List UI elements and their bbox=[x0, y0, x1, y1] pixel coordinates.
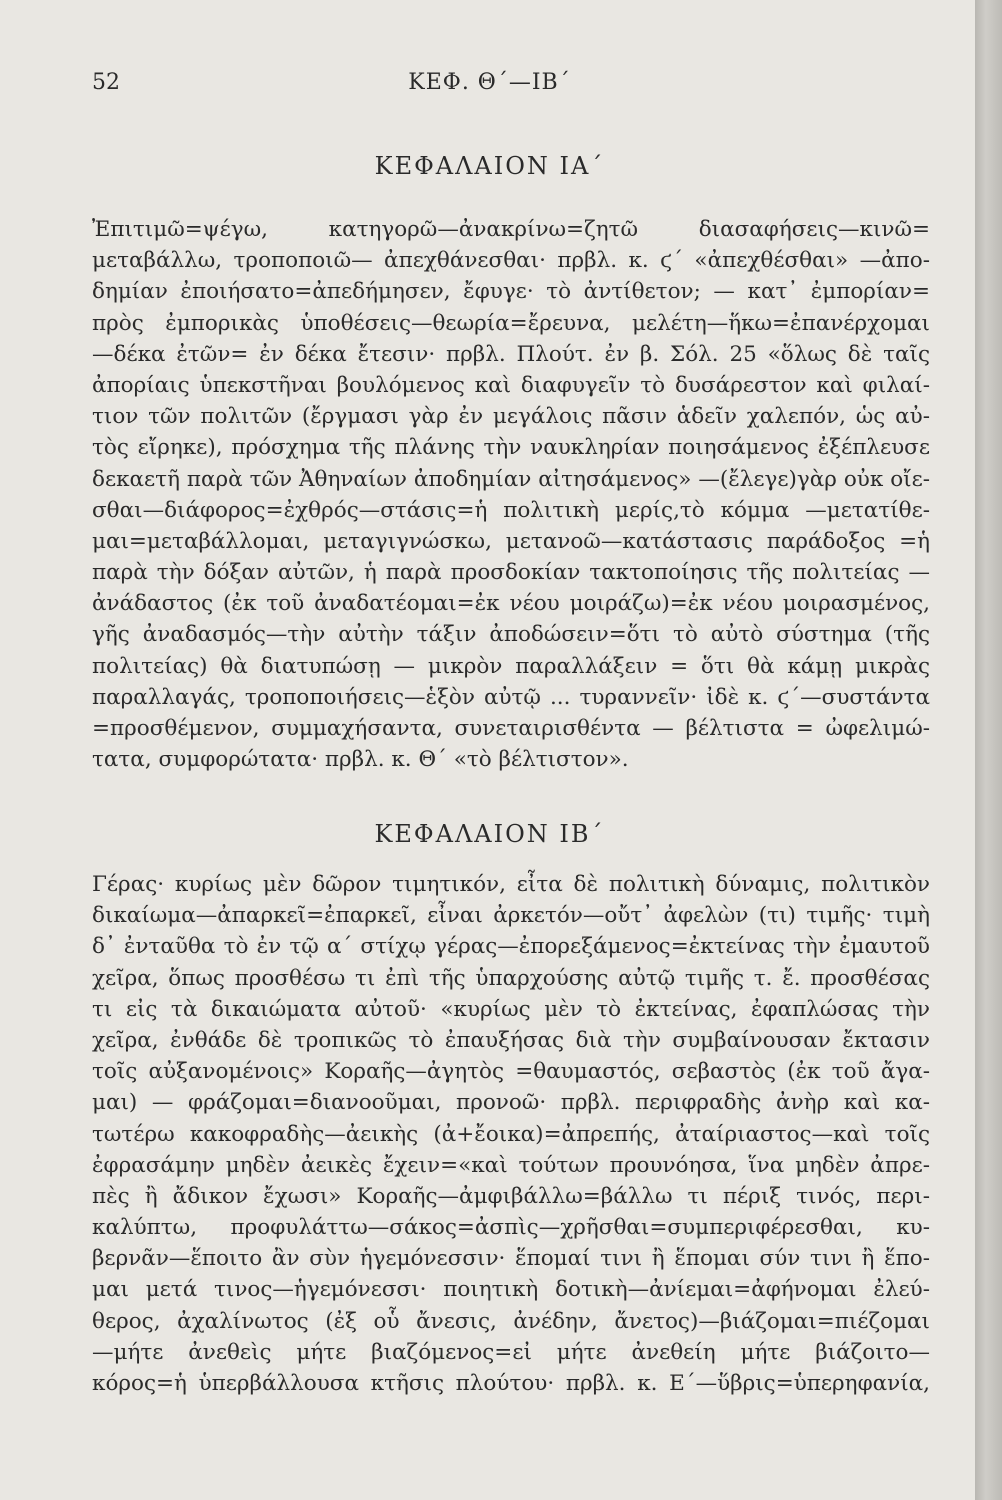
text-line: =προσθέμενον, συμμαχήσαντα, συνεταιρισθέντα — βέλτιστα = ὠφελιμώ- bbox=[92, 716, 930, 741]
chapter-11-text bbox=[92, 214, 930, 775]
text-line: μαι) — φράζομαι=διανοοῦμαι, προνοῶ· πρβλ. περιφραδὴς ἀνὴρ καὶ κα- bbox=[92, 1090, 930, 1116]
text-line: παραλλαγάς, τροποποιήσεις—ἑξὸν αὐτῷ ... τυραννεῖν· ἰδὲ κ. ϛ΄—συστάντα bbox=[92, 684, 930, 710]
text-line: βερνᾶν—ἕποιτο ἂν σὺν ἡγεμόνεσσιν· ἕπομαί τινι ἢ ἕπομαι σύν τινι ἢ ἕπο- bbox=[92, 1246, 930, 1272]
text-line: καλύπτω, προφυλάττω—σάκος=ἀσπὶς—χρῆσθαι=συμπεριφέρεσθαι, κυ- bbox=[92, 1215, 930, 1241]
text-line: ἀπορίαις ὑπεκστῆναι βουλόμενος καὶ διαφυγεῖν τὸ δυσάρεστον καὶ φιλαί- bbox=[92, 372, 930, 398]
text-line: —δέκα ἐτῶν= ἐν δέκα ἔτεσιν· πρβλ. Πλούτ. ἐν β. Σόλ. 25 «ὅλως δὲ ταῖς bbox=[92, 341, 930, 367]
text-line: μεταβάλλω, τροποποιῶ— ἀπεχθάνεσθαι· πρβλ. κ. ϛ΄ «ἀπεχθέσθαι» —ἀπο- bbox=[92, 248, 930, 274]
running-title: ΚΕΦ. Θ΄—ΙΒ΄ bbox=[408, 70, 571, 95]
page-number: 52 bbox=[92, 70, 120, 95]
text-line: σθαι—διάφορος=ἐχθρός—στάσις=ἡ πολιτικὴ μερίς,τὸ κόμμα —μετατίθε- bbox=[92, 497, 930, 523]
text-line: πολιτείας) θὰ διατυπώσῃ — μικρὸν παραλλάξειν = ὅτι θὰ κάμῃ μικρὰς bbox=[92, 653, 930, 679]
text-line: πὲς ἢ ἄδικον ἔχωσι» Κοραῆς—ἀμφιβάλλω=βάλλω τι πέριξ τινός, περι- bbox=[92, 1183, 930, 1209]
text-line: δικαίωμα—ἀπαρκεῖ=ἐπαρκεῖ, εἶναι ἀρκετόν—οὔτ᾽ ἀφελὼν (τι) τιμῆς· τιμὴ bbox=[92, 903, 930, 929]
text-line: παρὰ τὴν δόξαν αὐτῶν, ἡ παρὰ προσδοκίαν τακτοποίησις τῆς πολιτείας — bbox=[92, 560, 930, 586]
text-line: δ᾽ ἐνταῦθα τὸ ἐν τῷ α΄ στίχῳ γέρας—ἐπορεξάμενος=ἐκτείνας τὴν ἐμαυτοῦ bbox=[92, 934, 930, 960]
text-line: κόρος=ἡ ὑπερβάλλουσα κτῆσις πλούτου· πρβλ. κ. Ε΄—ὕβρις=ὑπερηφανία, bbox=[92, 1371, 930, 1396]
text-line: τὸς εἴρηκε), πρόσχημα τῆς πλάνης τὴν ναυκληρίαν ποιησάμενος ἐξέπλευσε bbox=[92, 435, 930, 461]
chapter-heading-11: ΚΕΦΑΛΑΙΟΝ ΙΑ΄ bbox=[374, 152, 605, 180]
text-line: πρὸς ἐμπορικὰς ὑποθέσεις—θεωρία=ἔρευνα, μελέτη—ἥκω=ἐπανέρχομαι bbox=[92, 310, 930, 336]
text-line: τωτέρω κακοφραδὴς—ἀεικὴς (ἀ+ἔοικα)=ἀπρεπής, ἀταίριαστος—καὶ τοῖς bbox=[92, 1121, 930, 1147]
chapter-heading-12: ΚΕΦΑΛΑΙΟΝ ΙΒ΄ bbox=[374, 820, 605, 848]
text-line: Γέρας· κυρίως μὲν δῶρον τιμητικόν, εἶτα δὲ πολιτικὴ δύναμις, πολιτικὸν bbox=[92, 872, 930, 897]
text-line: χεῖρα, ὅπως προσθέσω τι ἐπὶ τῆς ὑπαρχούσης αὐτῷ τιμῆς τ. ἔ. προσθέσας bbox=[92, 965, 930, 991]
chapter-12-text bbox=[92, 869, 930, 1399]
running-head bbox=[92, 70, 887, 100]
text-line: μαι μετά τινος—ἡγεμόνεσσι· ποιητικὴ δοτικὴ—ἀνίεμαι=ἀφήνομαι ἐλεύ- bbox=[92, 1277, 930, 1303]
text-line: χεῖρα, ἐνθάδε δὲ τροπικῶς τὸ ἐπαυξήσας διὰ τὴν συμβαίνουσαν ἔκτασιν bbox=[92, 1027, 930, 1053]
text-line: ἀνάδαστος (ἐκ τοῦ ἀναδατέομαι=ἐκ νέου μοιράζω)=ἐκ νέου μοιρασμένος, bbox=[92, 591, 930, 617]
text-line: τατα, συμφορώτατα· πρβλ. κ. Θ΄ «τὸ βέλτιστον». bbox=[92, 747, 629, 773]
page-edge bbox=[975, 0, 1002, 1500]
text-line: —μήτε ἀνεθεὶς μήτε βιαζόμενος=εἰ μήτε ἀνεθείη μήτε βιάζοιτο— bbox=[92, 1339, 930, 1365]
text-line: τι εἰς τὰ δικαιώματα αὐτοῦ· «κυρίως μὲν τὸ ἐκτείνας, ἐφαπλώσας τὴν bbox=[92, 996, 930, 1022]
text-line: δημίαν ἐποιήσατο=ἀπεδήμησεν, ἔφυγε· τὸ ἀντίθετον; — κατ᾽ ἐμπορίαν= bbox=[92, 279, 930, 305]
text-line: δεκαετῆ παρὰ τῶν Ἀθηναίων ἀποδημίαν αἰτησάμενος» —(ἔλεγε)γὰρ οὐκ οἴε- bbox=[92, 466, 930, 492]
text-line: θερος, ἀχαλίνωτος (ἐξ οὗ ἄνεσις, ἀνέδην, ἄνετος)—βιάζομαι=πιέζομαι bbox=[92, 1308, 930, 1334]
text-line: τιον τῶν πολιτῶν (ἔργμασι γὰρ ἐν μεγάλοις πᾶσιν ἁδεῖν χαλεπόν, ὡς αὐ- bbox=[92, 404, 930, 430]
text-line: Ἐπιτιμῶ=ψέγω, κατηγορῶ—ἀνακρίνω=ζητῶ διασαφήσεις—κινῶ= bbox=[92, 217, 930, 242]
text-line: ἐφρασάμην μηδὲν ἀεικὲς ἔχειν=«καὶ τούτων προυνόησα, ἵνα μηδὲν ἀπρε- bbox=[92, 1152, 930, 1178]
text-line: γῆς ἀναδασμός—τὴν αὐτὴν τάξιν ἀποδώσειν=ὅτι τὸ αὐτὸ σύστημα (τῆς bbox=[92, 622, 930, 648]
text-line: μαι=μεταβάλλομαι, μεταγιγνώσκω, μετανοῶ—κατάστασις παράδοξος =ἡ bbox=[92, 528, 930, 554]
text-line: τοῖς αὐξανομένοις» Κοραῆς—ἀγητὸς =θαυμαστός, σεβαστὸς (ἐκ τοῦ ἄγα- bbox=[92, 1059, 930, 1085]
